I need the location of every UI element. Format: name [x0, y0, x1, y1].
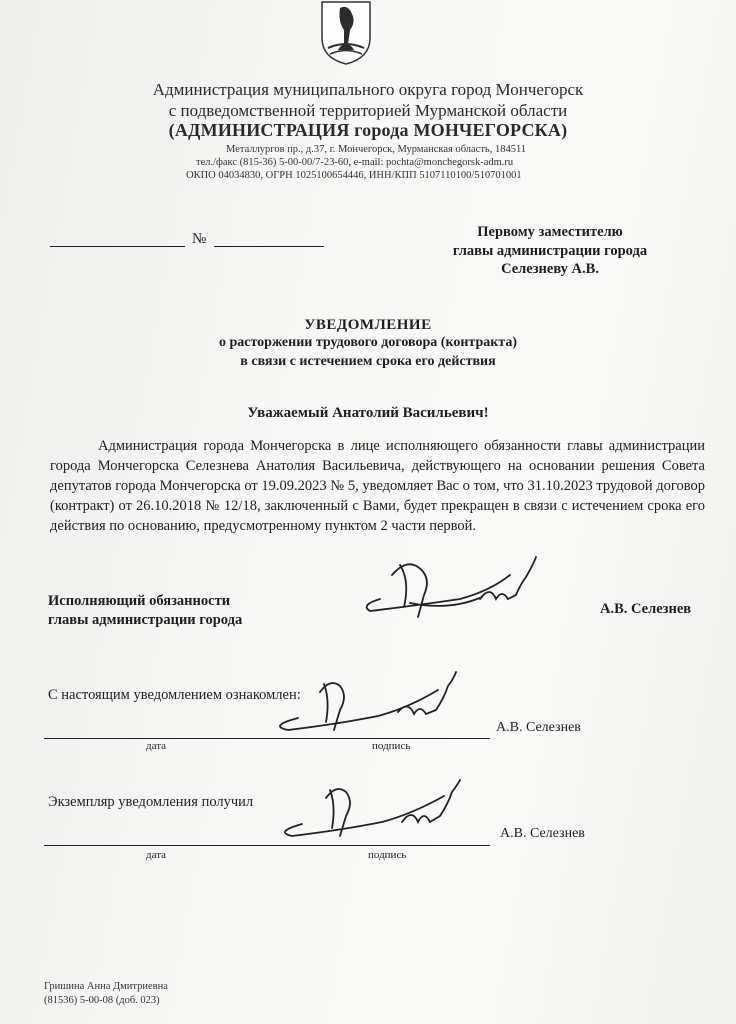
acknowledged-date-caption: дата	[146, 740, 167, 752]
coat-of-arms-icon	[318, 0, 374, 66]
document-subtitle-line2: в связи с истечением срока его действия	[240, 354, 496, 369]
received-date-caption: дата	[146, 849, 167, 861]
received-signature-caption: подпись	[368, 849, 407, 861]
org-name-line2: с подведомственной территорией Мурманской области	[168, 101, 568, 120]
recipient-line2: главы администрации города	[452, 243, 648, 259]
greeting: Уважаемый Анатолий Васильевич!	[247, 405, 489, 421]
outgoing-date-line	[50, 246, 185, 247]
signatory-role-line2: главы администрации города	[48, 612, 243, 628]
acknowledged-signature-caption: подпись	[372, 740, 411, 752]
document-title: УВЕДОМЛЕНИЕ	[304, 317, 432, 333]
executor-name: Гришина Анна Дмитриевна	[44, 981, 168, 992]
acknowledged-name: А.В. Селезнев	[496, 720, 581, 735]
recipient-line1: Первому заместителю	[477, 224, 623, 240]
handwritten-signature-acknowledged	[258, 672, 478, 742]
signatory-name: А.В. Селезнев	[600, 601, 692, 617]
executor-phone: (81536) 5-00-08 (доб. 023)	[44, 995, 160, 1006]
received-label: Экземпляр уведомления получил	[48, 794, 254, 810]
org-address: Металлургов пр., д.37, г. Мончегорск, Мурманская область, 184511	[226, 144, 527, 155]
org-short-name: (АДМИНИСТРАЦИЯ города МОНЧЕГОРСКА)	[168, 120, 568, 140]
document-subtitle-line1: о расторжении трудового договора (контракта)	[218, 335, 518, 350]
signatory-role-line1: Исполняющий обязанности	[48, 593, 231, 609]
org-contacts: тел./факс (815-36) 5-00-00/7-23-60, e-mail: pochta@monchegorsk-adm.ru	[196, 157, 514, 168]
recipient-name: Селезневу А.В.	[501, 261, 599, 277]
number-sign: №	[192, 231, 207, 247]
outgoing-number-line	[214, 246, 324, 247]
notice-body: Администрация города Мончегорска в лице исполняющего обязанности главы администрации города Мончегорска Селезнева Анатолия Васильевича, действующего на основании решения Совета депутатов города Мончегорска от 19.09.2023 № 5, уведомляет Вас о том, что 31.10.2023 трудовой договор (контракт) от 26.10.2018 № 12/18, заключенный с Вами, будет прекращен в связи с истечением срока его действия по основанию, предусмотренному пунктом 2 части первой.	[50, 438, 705, 534]
acknowledged-label: С настоящим уведомлением ознакомлен:	[48, 687, 301, 703]
org-name-line1: Администрация муниципального округа город Мончегорск	[152, 80, 584, 99]
org-registration-codes: ОКПО 04034830, ОГРН 1025100654446, ИНН/КПП 5107110100/510701001	[186, 170, 522, 181]
handwritten-signature-main	[340, 555, 560, 635]
received-name: А.В. Селезнев	[500, 826, 585, 841]
handwritten-signature-received	[262, 780, 482, 850]
